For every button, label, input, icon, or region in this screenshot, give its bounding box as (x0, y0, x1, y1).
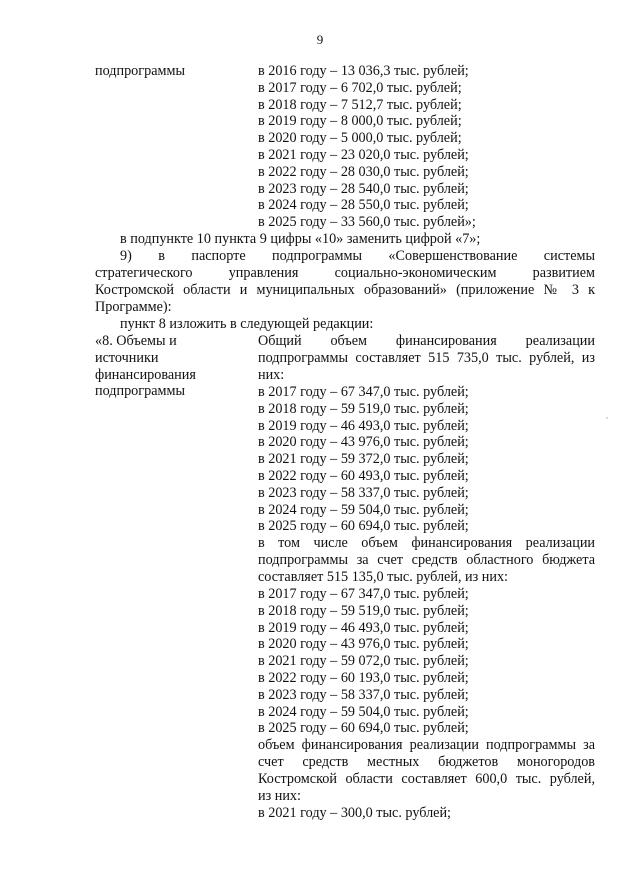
paragraph-9-line2: стратегического управления социально-экономическим развитием (95, 265, 595, 281)
block2-regional-year-list (258, 586, 469, 737)
block2-local-line1: объем финансирования реализации подпрограммы за (258, 737, 595, 753)
regional-year-line: в 2019 году – 46 493,0 тыс. рублей; (258, 619, 469, 636)
total-year-line: в 2017 году – 67 347,0 тыс. рублей; (258, 384, 469, 400)
block1-year-line: в 2019 году – 8 000,0 тыс. рублей; (258, 113, 462, 130)
block1-year-line: в 2016 году – 13 036,3 тыс. рублей; (258, 63, 469, 79)
local-year-line: в 2021 году – 300,0 тыс. рублей; (258, 805, 451, 821)
total-year-line: в 2022 году – 60 493,0 тыс. рублей; (258, 467, 469, 484)
total-year-line: в 2025 году – 60 694,0 тыс. рублей; (258, 518, 469, 535)
block2-left-line: подпрограммы (95, 383, 185, 400)
paragraph-9-line1: 9) в паспорте подпрограммы «Совершенствование системы (120, 248, 595, 264)
regional-year-line: в 2020 году – 43 976,0 тыс. рублей; (258, 636, 469, 653)
block2-regional-line3: составляет 515 135,0 тыс. рублей, из них: (258, 569, 508, 585)
regional-year-line: в 2021 году – 59 072,0 тыс. рублей; (258, 653, 469, 670)
block2-local-year-list (258, 805, 451, 822)
regional-year-line: в 2022 году – 60 193,0 тыс. рублей; (258, 669, 469, 686)
paragraph-point-8: пункт 8 изложить в следующей редакции: (120, 316, 374, 332)
page-number: 9 (316, 32, 324, 47)
block1-year-line: в 2021 году – 23 020,0 тыс. рублей; (258, 146, 469, 163)
total-year-line: в 2021 году – 59 372,0 тыс. рублей; (258, 451, 469, 468)
block1-year-line: в 2017 году – 6 702,0 тыс. рублей; (258, 79, 462, 96)
regional-year-line: в 2023 году – 58 337,0 тыс. рублей; (258, 686, 469, 703)
block1-year-line: в 2024 году – 28 550,0 тыс. рублей; (258, 197, 469, 214)
block2-left-line: финансирования (95, 366, 196, 383)
total-year-line: в 2024 году – 59 504,0 тыс. рублей; (258, 501, 469, 518)
regional-year-line: в 2017 году – 67 347,0 тыс. рублей; (258, 586, 469, 602)
regional-year-line: в 2018 году – 59 519,0 тыс. рублей; (258, 602, 469, 619)
block2-left-line: «8. Объемы и (95, 333, 177, 349)
block1-year-line: в 2023 году – 28 540,0 тыс. рублей; (258, 180, 469, 197)
regional-year-line: в 2025 году – 60 694,0 тыс. рублей; (258, 720, 469, 737)
block2-total-year-list (258, 384, 469, 535)
block1-year-line: в 2025 году – 33 560,0 тыс. рублей»; (258, 214, 476, 231)
block1-year-line: в 2018 году – 7 512,7 тыс. рублей; (258, 96, 462, 113)
total-year-line: в 2023 году – 58 337,0 тыс. рублей; (258, 484, 469, 501)
paragraph-9-line3: Костромской области и муниципальных образований» (приложение № 3 к (95, 282, 595, 298)
paragraph-9-line4: Программе): (95, 299, 172, 315)
block2-intro-line1: Общий объем финансирования реализации (258, 333, 595, 349)
block2-left-line: источники (95, 349, 159, 366)
total-year-line: в 2018 году – 59 519,0 тыс. рублей; (258, 400, 469, 417)
block2-intro-line3: них: (258, 367, 285, 383)
total-year-line: в 2020 году – 43 976,0 тыс. рублей; (258, 434, 469, 451)
scan-speck (606, 417, 608, 419)
block2-local-line2: счет средств местных бюджетов моногородов (258, 754, 595, 770)
block1-year-line: в 2020 году – 5 000,0 тыс. рублей; (258, 130, 462, 147)
block1-year-line: в 2022 году – 28 030,0 тыс. рублей; (258, 163, 469, 180)
block2-local-line4: из них: (258, 788, 301, 804)
regional-year-line: в 2024 году – 59 504,0 тыс. рублей; (258, 703, 469, 720)
block1-year-list (258, 63, 476, 231)
block2-local-line3: Костромской области составляет 600,0 тыс. рублей, (258, 771, 595, 787)
block2-regional-line2: подпрограммы за счет средств областного бюджета (258, 552, 595, 568)
block2-intro-line2: подпрограммы составляет 515 735,0 тыс. рублей, из (258, 350, 595, 366)
total-year-line: в 2019 году – 46 493,0 тыс. рублей; (258, 417, 469, 434)
paragraph-subpoint-10: в подпункте 10 пункта 9 цифры «10» заменить цифрой «7»; (120, 231, 481, 247)
block2-left-column (95, 333, 196, 400)
block2-regional-line1: в том числе объем финансирования реализации (258, 535, 595, 551)
block1-left-label: подпрограммы (95, 63, 185, 79)
